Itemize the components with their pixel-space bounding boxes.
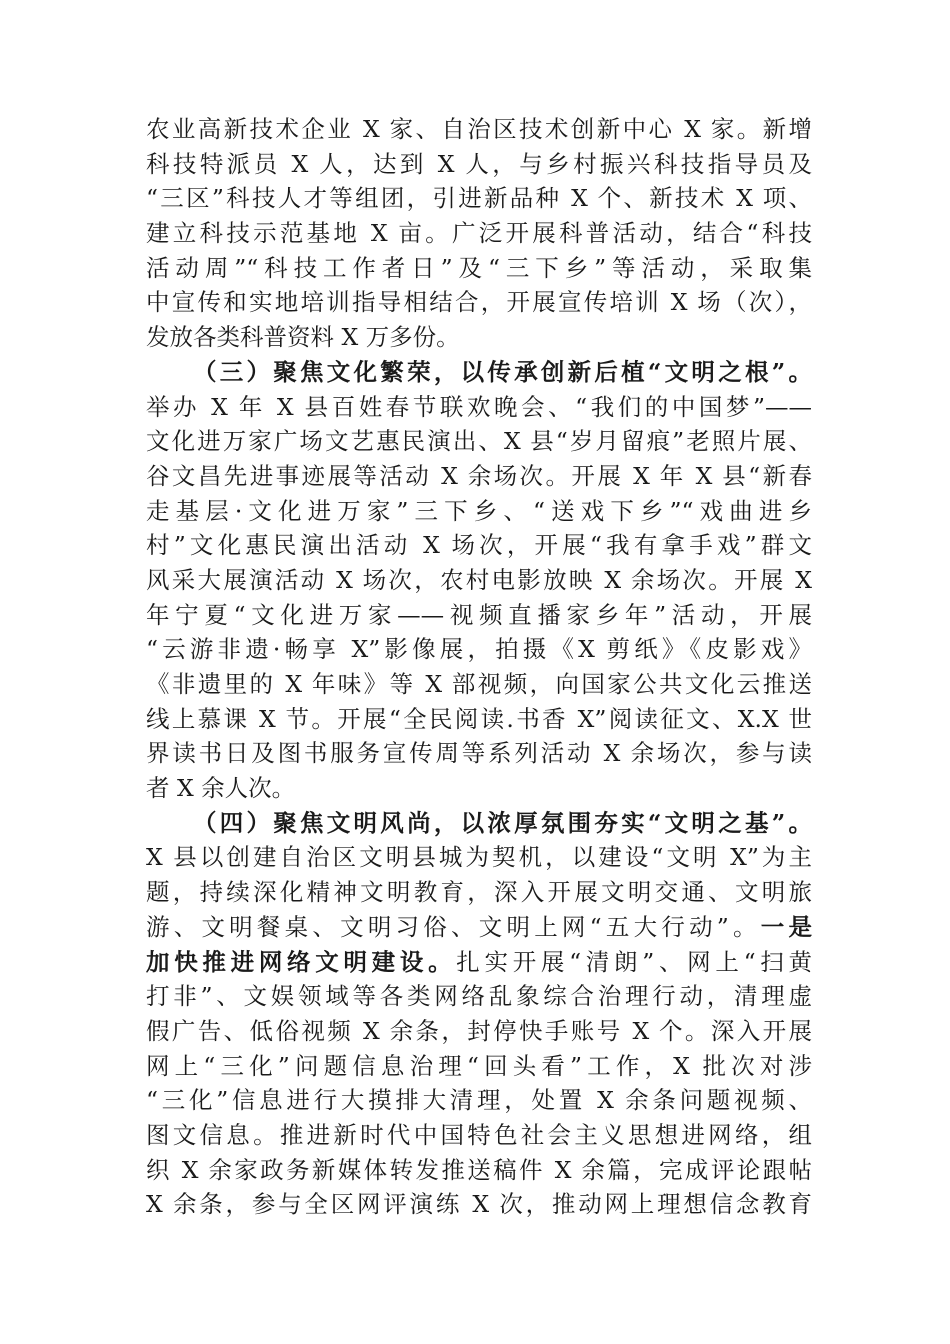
text-line: 网上“三化”问题信息治理“回头看”工作，X 批次对涉 bbox=[146, 1051, 812, 1080]
text-line: 题，持续深化精神文明教育，深入开展文明交通、文明旅 bbox=[146, 878, 812, 907]
text-line: 科技特派员 X 人，达到 X 人，与乡村振兴科技指导员及 bbox=[146, 149, 812, 178]
text-line: 发放各类科普资料 X 万多份。 bbox=[146, 323, 460, 352]
text-line: 年宁夏“文化进万家——视频直播家乡年”活动，开展 bbox=[146, 600, 812, 629]
text-line: 文化进万家广场文艺惠民演出、X 县“岁月留痕”老照片展、 bbox=[146, 427, 812, 456]
text-run: 游、文明餐桌、文明习俗、文明上网“五大行动”。 bbox=[146, 912, 761, 941]
text-line: 打非”、文娱领域等各类网络乱象综合治理行动，清理虚 bbox=[146, 982, 812, 1011]
text-line: 假广告、低俗视频 X 余条，封停快手账号 X 个。深入开展 bbox=[146, 1016, 812, 1045]
text-line: 谷文昌先进事迹展等活动 X 余场次。开展 X 年 X 县“新春 bbox=[146, 461, 812, 490]
section-heading: （三）聚焦文化繁荣，以传承创新后植“文明之根”。 bbox=[193, 357, 812, 386]
text-line: 《非遗里的 X 年味》等 X 部视频，向国家公共文化云推送 bbox=[146, 670, 812, 698]
text-line: 农业高新技术企业 X 家、自治区技术创新中心 X 家。新增 bbox=[146, 115, 812, 143]
text-line: “三化”信息进行大摸排大清理，处置 X 余条问题视频、 bbox=[146, 1086, 812, 1115]
text-line: 举办 X 年 X 县百姓春节联欢晚会、“我们的中国梦”—— bbox=[146, 392, 812, 421]
text-line: “三区”科技人才等组团，引进新品种 X 个、新技术 X 项、 bbox=[146, 184, 812, 213]
section-culture bbox=[146, 355, 812, 806]
text-line: 界读书日及图书服务宣传周等系列活动 X 余场次，参与读 bbox=[146, 739, 812, 768]
text-line: 者 X 余人次。 bbox=[146, 774, 296, 803]
text-line: 中宣传和实地培训指导相结合，开展宣传培训 X 场（次）， bbox=[146, 288, 812, 317]
text-line: X 县以创建自治区文明县城为契机，以建设“文明 X”为主 bbox=[146, 843, 812, 872]
paragraph-science bbox=[146, 112, 812, 355]
text-line: 走基层·文化进万家”三下乡、“送戏下乡”“戏曲进乡 bbox=[146, 496, 812, 525]
text-line: 活动周”“科技工作者日”及“三下乡”等活动，采取集 bbox=[146, 253, 812, 282]
text-line: 风采大展演活动 X 场次，农村电影放映 X 余场次。开展 X bbox=[146, 565, 812, 594]
text-line: 村”文化惠民演出活动 X 场次，开展“我有拿手戏”群文 bbox=[146, 531, 812, 560]
text-line: 织 X 余家政务新媒体转发推送稿件 X 余篇，完成评论跟帖 bbox=[146, 1155, 812, 1184]
text-line-with-bold bbox=[146, 910, 812, 945]
bold-run: 加快推进网络文明建设。 bbox=[146, 947, 457, 976]
text-line: 图文信息。推进新时代中国特色社会主义思想进网络，组 bbox=[146, 1120, 812, 1149]
text-line: “云游非遗·畅享 X”影像展，拍摄《X 剪纸》《皮影戏》 bbox=[146, 635, 812, 664]
document-page bbox=[146, 112, 812, 1222]
section-civility bbox=[146, 806, 812, 1222]
text-line-with-bold bbox=[146, 945, 812, 980]
text-line: 建立科技示范基地 X 亩。广泛开展科普活动，结合“科技 bbox=[146, 219, 812, 248]
text-run: 扎实开展“清朗”、网上“扫黄 bbox=[456, 947, 813, 976]
text-line: 线上慕课 X 节。开展“全民阅读.书香 X”阅读征文、X.X 世 bbox=[146, 704, 812, 733]
bold-run: 一是 bbox=[760, 912, 813, 941]
section-heading: （四）聚焦文明风尚，以浓厚氛围夯实“文明之基”。 bbox=[193, 808, 812, 837]
text-line: X 余条，参与全区网评演练 X 次，推动网上理想信念教育 bbox=[146, 1190, 812, 1219]
